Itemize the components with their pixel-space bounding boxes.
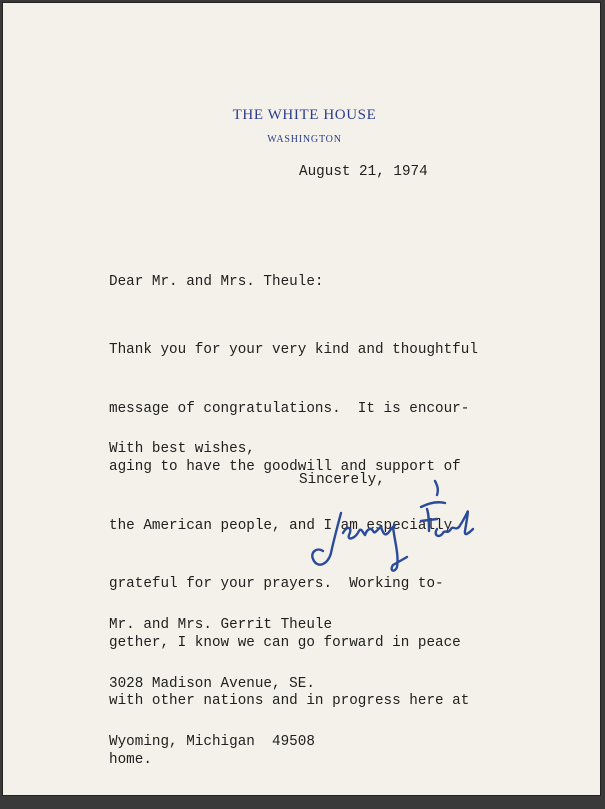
closing-wish: With best wishes, [109,441,255,457]
handwritten-signature [303,473,503,583]
body-line: the American people, and I am especially [109,517,453,534]
address-line: 3028 Madison Avenue, SE. [109,675,315,692]
sign-off: Sincerely, [299,472,385,488]
body-line: Thank you for your very kind and thoughtful [109,342,478,358]
address-line: Mr. and Mrs. Gerrit Theule [109,617,333,633]
body-line: aging to have the goodwill and support of [109,459,461,475]
address-line: Wyoming, Michigan 49508 [109,734,315,750]
letter-page [2,2,601,796]
letterhead-subtitle: WASHINGTON [267,134,342,145]
body-line: message of congratulations. It is encour- [109,400,470,417]
body-line: grateful for your prayers. Working to- [109,576,444,592]
letterhead-title: THE WHITE HOUSE [232,107,377,123]
salutation: Dear Mr. and Mrs. Theule: [109,274,324,290]
body-line: with other nations and in progress here at [109,693,470,709]
letter-date: August 21, 1974 [299,164,428,180]
body-line: home. [109,751,152,768]
body-line: gether, I know we can go forward in peace [109,634,461,651]
recipient-address [109,577,332,792]
